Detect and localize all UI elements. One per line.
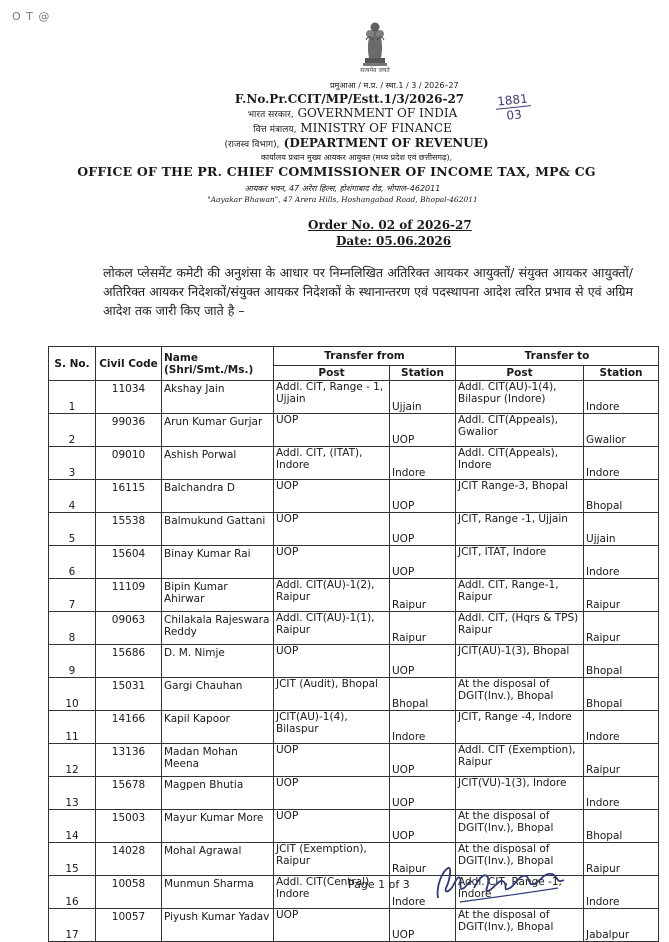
row-from-station: UOP [390,810,456,843]
handwritten-denominator: 03 [505,107,523,123]
row-from-post: Addl. CIT(AU)-1(1), Raipur [274,612,390,645]
row-sno: 15 [49,843,96,876]
emblem-caption: सत्यमेव जयते [360,67,390,74]
ministry-line [18,121,669,135]
row-to-station: Indore [584,711,659,744]
row-to-post: Addl. CIT (Exemption), Raipur [456,744,584,777]
row-from-station: UOP [390,645,456,678]
ministry-english: MINISTRY OF FINANCE [300,121,452,135]
row-from-station: Raipur [390,843,456,876]
row-sno: 16 [49,876,96,909]
row-name: D. M. Nimje [162,645,274,678]
hindi-file-reference: प्रमुआआ / म.प्र. / स्था.1 / 3 / 2026–27 [330,81,459,90]
row-from-station: Indore [390,876,456,909]
row-to-post: At the disposal of DGIT(Inv.), Bhopal [456,678,584,711]
office-title: OFFICE OF THE PR. CHIEF COMMISSIONER OF INCOME TAX, MP& CG [77,164,596,179]
signature-icon [430,858,570,910]
row-from-station: Indore [390,447,456,480]
row-from-station: UOP [390,546,456,579]
row-to-station: Raipur [584,843,659,876]
row-civil-code: 14028 [96,843,162,876]
row-sno: 3 [49,447,96,480]
row-name: Balchandra D [162,480,274,513]
row-to-station: Gwalior [584,414,659,447]
row-to-post: JCIT, Range -1, Ujjain [456,513,584,546]
govt-hindi: भारत सरकार, [247,110,294,120]
row-to-post: JCIT(AU)-1(3), Bhopal [456,645,584,678]
table-row [49,777,659,810]
row-to-post: At the disposal of DGIT(Inv.), Bhopal [456,909,584,942]
row-from-station: Bhopal [390,678,456,711]
table-row [49,711,659,744]
header-from-post: Post [274,366,390,381]
row-from-post: UOP [274,810,390,843]
row-from-post: JCIT (Exemption), Raipur [274,843,390,876]
row-name: Munmun Sharma [162,876,274,909]
row-from-station: Indore [390,711,456,744]
department-line [22,136,669,150]
row-from-station: UOP [390,744,456,777]
row-from-post: Addl. CIT, (ITAT), Indore [274,447,390,480]
row-civil-code: 15678 [96,777,162,810]
row-from-post: Addl. CIT(AU)-1(2), Raipur [274,579,390,612]
row-to-station: Ujjain [584,513,659,546]
row-name: Arun Kumar Gurjar [162,414,274,447]
row-to-post: Addl. CIT(Appeals), Gwalior [456,414,584,447]
row-sno: 12 [49,744,96,777]
header-to-station: Station [584,366,659,381]
row-from-post: JCIT (Audit), Bhopal [274,678,390,711]
address-hindi: आयकर भवन, 47 अरेरा हिल्स, होशंगाबाद रोड, भोपाल–462011 [244,184,441,193]
handwritten-diary-number [495,91,532,123]
header-from-station: Station [390,366,456,381]
row-to-station: Indore [584,777,659,810]
row-from-station: UOP [390,513,456,546]
row-sno: 14 [49,810,96,843]
transfer-table [48,346,659,942]
row-name: Mayur Kumar More [162,810,274,843]
row-sno: 7 [49,579,96,612]
row-from-station: Raipur [390,579,456,612]
row-civil-code: 10058 [96,876,162,909]
row-name: Akshay Jain [162,381,274,414]
row-to-post: Addl. CIT(Appeals), Indore [456,447,584,480]
row-to-post: At the disposal of DGIT(Inv.), Bhopal [456,810,584,843]
order-date: Date: 05.06.2026 [336,234,452,248]
row-to-station: Raipur [584,612,659,645]
row-name: Magpen Bhutia [162,777,274,810]
table-row [49,414,659,447]
table-row [49,447,659,480]
row-from-post: Addl. CIT(Central) Indore [274,876,390,909]
header-sno: S. No. [49,347,96,381]
row-from-station: UOP [390,414,456,447]
row-to-station: Indore [584,381,659,414]
row-from-station: UOP [390,909,456,942]
row-from-post: UOP [274,414,390,447]
table-row [49,744,659,777]
row-sno: 17 [49,909,96,942]
table-row [49,579,659,612]
row-sno: 9 [49,645,96,678]
row-sno: 13 [49,777,96,810]
row-name: Binay Kumar Rai [162,546,274,579]
dept-english: (DEPARTMENT OF REVENUE) [283,136,489,150]
row-sno: 8 [49,612,96,645]
row-civil-code: 15538 [96,513,162,546]
table-row [49,909,659,942]
row-to-post: Addl. CIT, Range -1, Indore [456,876,584,909]
row-name: Madan Mohan Meena [162,744,274,777]
row-to-station: Bhopal [584,480,659,513]
row-civil-code: 11109 [96,579,162,612]
top-mark: O T @ [12,10,51,23]
row-to-station: Raipur [584,744,659,777]
row-from-station: UOP [390,777,456,810]
row-to-station: Indore [584,546,659,579]
dept-hindi: (राजस्व विभाग), [224,140,280,150]
row-name: Chilakala Rajeswara Reddy [162,612,274,645]
row-from-post: UOP [274,645,390,678]
table-row [49,546,659,579]
row-to-post: Addl. CIT, Range-1, Raipur [456,579,584,612]
row-from-post: UOP [274,513,390,546]
row-civil-code: 15031 [96,678,162,711]
row-from-post: UOP [274,777,390,810]
header-name: Name (Shri/Smt./Ms.) [162,347,274,381]
row-name: Kapil Kapoor [162,711,274,744]
row-from-post: JCIT(AU)-1(4), Bilaspur [274,711,390,744]
header-civil-code: Civil Code [96,347,162,381]
address-english: "Aayakar Bhawan", 47 Arera Hills, Hoshangabad Road, Bhopal-462011 [207,195,478,204]
row-civil-code: 15686 [96,645,162,678]
handwritten-numerator: 1881 [495,91,531,110]
header-transfer-to: Transfer to [456,347,659,366]
row-civil-code: 16115 [96,480,162,513]
row-from-station: Ujjain [390,381,456,414]
file-number: F.No.Pr.CCIT/MP/Estt.1/3/2026-27 [234,92,465,106]
row-to-post: JCIT, ITAT, Indore [456,546,584,579]
table-row [49,381,659,414]
row-civil-code: 99036 [96,414,162,447]
table-row [49,645,659,678]
row-to-post: JCIT(VU)-1(3), Indore [456,777,584,810]
row-civil-code: 09010 [96,447,162,480]
page-number: Page 1 of 3 [348,878,410,891]
table-row [49,810,659,843]
row-to-post: At the disposal of DGIT(Inv.), Bhopal [456,843,584,876]
row-name: Piyush Kumar Yadav [162,909,274,942]
row-sno: 4 [49,480,96,513]
row-to-station: Bhopal [584,810,659,843]
row-sno: 5 [49,513,96,546]
govt-english: GOVERNMENT OF INDIA [297,106,458,120]
row-to-station: Bhopal [584,645,659,678]
row-from-post: UOP [274,480,390,513]
row-sno: 11 [49,711,96,744]
row-civil-code: 13136 [96,744,162,777]
row-sno: 10 [49,678,96,711]
row-to-station: Jabalpur [584,909,659,942]
header-transfer-from: Transfer from [274,347,456,366]
table-row [49,612,659,645]
row-from-post: Addl. CIT, Range - 1, Ujjain [274,381,390,414]
row-from-station: Raipur [390,612,456,645]
government-line [18,106,669,120]
row-from-post: UOP [274,546,390,579]
order-number: Order No. 02 of 2026-27 [308,218,472,232]
row-to-post: JCIT Range-3, Bhopal [456,480,584,513]
table-row [49,513,659,546]
row-to-station: Indore [584,447,659,480]
row-to-station: Indore [584,876,659,909]
row-sno: 1 [49,381,96,414]
row-civil-code: 10057 [96,909,162,942]
row-name: Mohal Agrawal [162,843,274,876]
table-row [49,678,659,711]
row-civil-code: 15604 [96,546,162,579]
order-paragraph: लोकल प्लेसमेंट कमेटी की अनुशंसा के आधार पर निम्नलिखित अतिरिक्त आयकर आयुक्तों/ संयुक्त आयकर आयुक्तों/अतिरिक्त आयकर निदेशकों/संयुक्त आयकर निदेशकों के स्थानान्तरण एवं पदस्थापना आदेश त्वरित प्रभाव से एवं अग्रिम आदेश तक जारी किए जाते है – [103,265,633,318]
row-from-post: UOP [274,909,390,942]
row-civil-code: 14166 [96,711,162,744]
row-to-post: JCIT, Range -4, Indore [456,711,584,744]
header-to-post: Post [456,366,584,381]
row-civil-code: 09063 [96,612,162,645]
row-name: Balmukund Gattani [162,513,274,546]
row-from-station: UOP [390,480,456,513]
row-to-station: Bhopal [584,678,659,711]
row-sno: 2 [49,414,96,447]
table-row [49,480,659,513]
row-to-station: Raipur [584,579,659,612]
row-name: Bipin Kumar Ahirwar [162,579,274,612]
row-to-post: Addl. CIT(AU)-1(4), Bilaspur (Indore) [456,381,584,414]
row-civil-code: 15003 [96,810,162,843]
row-name: Gargi Chauhan [162,678,274,711]
ministry-hindi: वित्त मंत्रालय, [253,125,297,135]
office-hindi: कार्यालय प्रधान मुख्य आयकर आयुक्त (मध्य प्रदेश एवं छत्तीसगढ़), [260,153,453,162]
row-from-post: UOP [274,744,390,777]
row-to-post: Addl. CIT, (Hqrs & TPS) Raipur [456,612,584,645]
row-sno: 6 [49,546,96,579]
row-name: Ashish Porwal [162,447,274,480]
row-civil-code: 11034 [96,381,162,414]
